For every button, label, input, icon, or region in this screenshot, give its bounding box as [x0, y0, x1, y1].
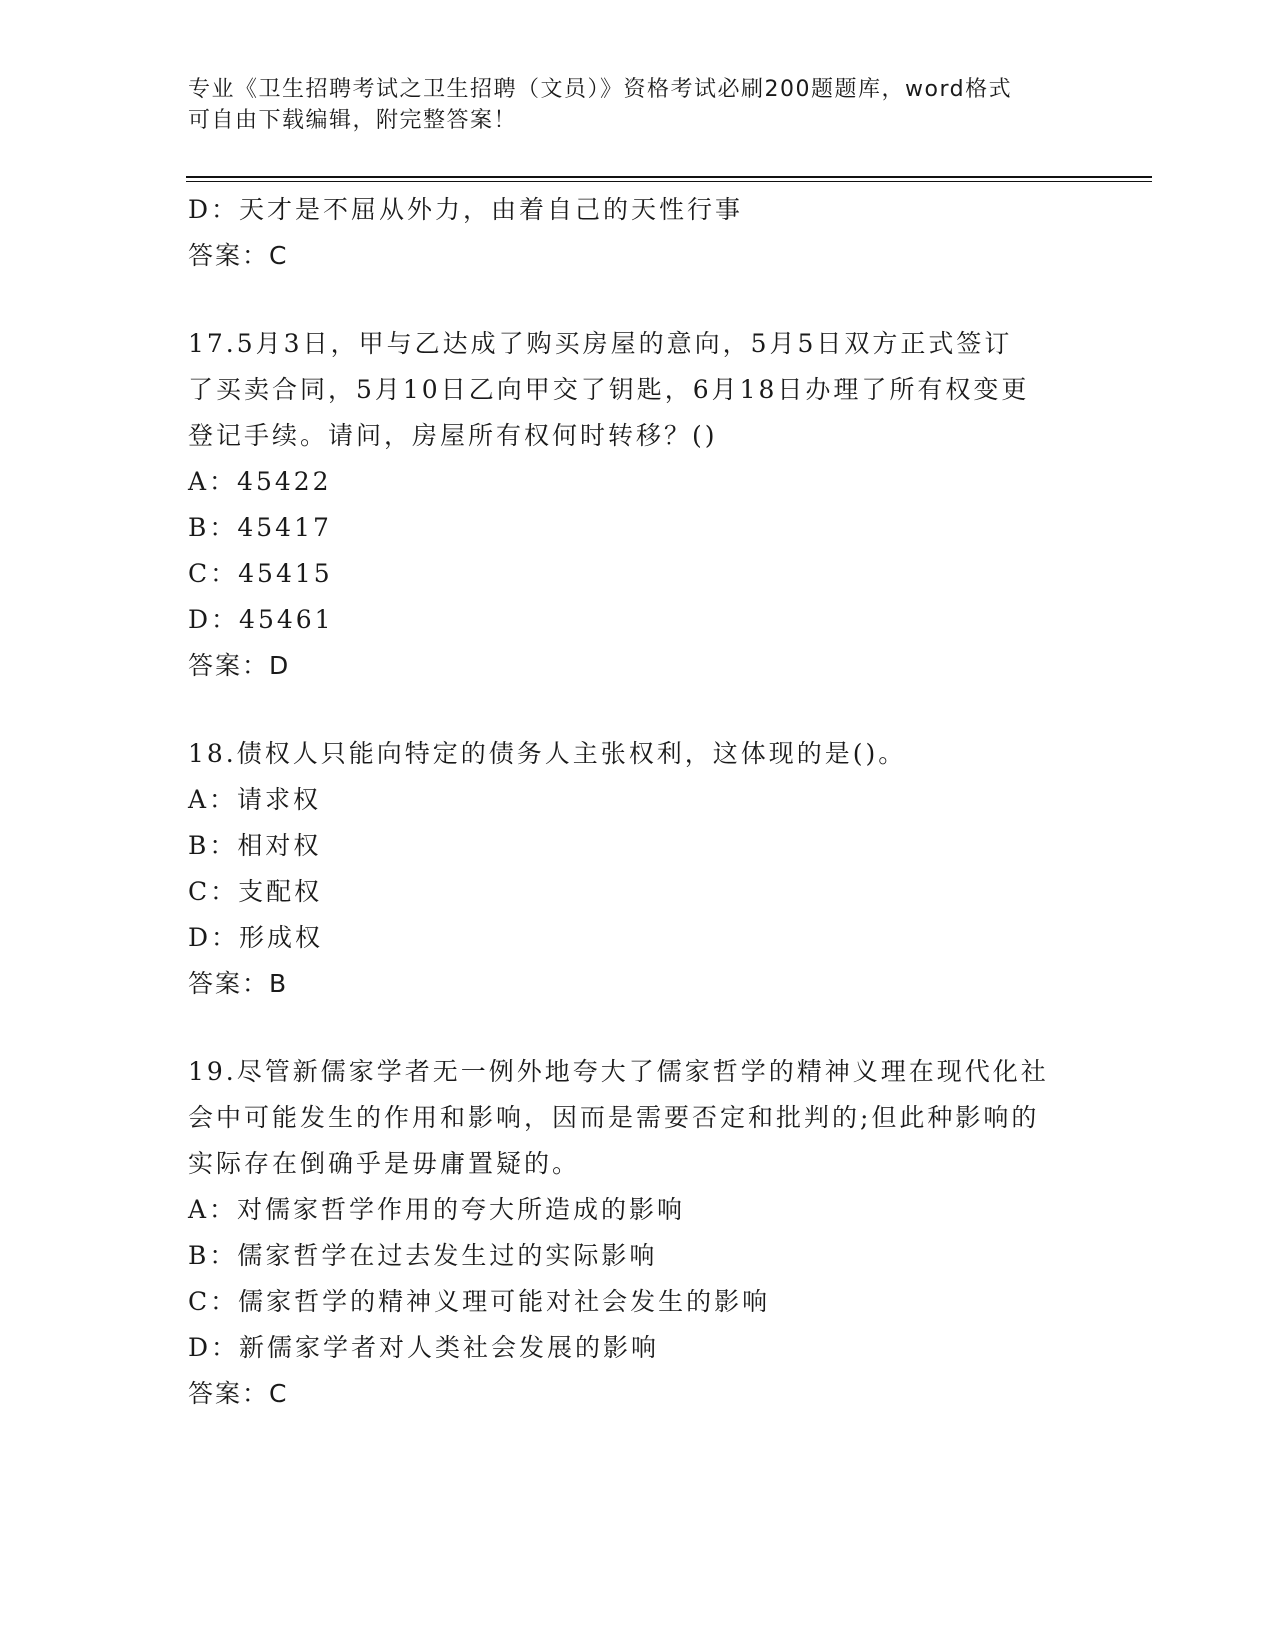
option-d: D：形成权: [188, 923, 324, 952]
header-divider-thin: [186, 181, 1152, 182]
option-b: B：相对权: [188, 831, 322, 860]
previous-question-answer: 答案：C: [188, 241, 289, 270]
answer: 答案：D: [188, 651, 291, 680]
question-stem-line: 19.尽管新儒家学者无一例外地夸大了儒家哲学的精神义理在现代化社: [188, 1057, 1049, 1086]
option-c: C：支配权: [188, 877, 323, 906]
answer: 答案：B: [188, 969, 289, 998]
option-b: B：儒家哲学在过去发生过的实际影响: [188, 1241, 658, 1270]
spacer: [188, 279, 1088, 321]
question-stem-line: 17.5月3日，甲与乙达成了购买房屋的意向，5月5日双方正式签订: [188, 329, 1013, 358]
answer: 答案：C: [188, 1379, 289, 1408]
header-divider-thick: [186, 176, 1152, 178]
spacer: [188, 1007, 1088, 1049]
option-a: A：对儒家哲学作用的夸大所造成的影响: [188, 1195, 686, 1224]
question-content: [188, 187, 1088, 1417]
previous-question-option-d: D：天才是不屈从外力，由着自己的天性行事: [188, 195, 744, 224]
option-a: A：45422: [188, 467, 332, 496]
option-d: D：45461: [188, 605, 334, 634]
question-18: [188, 731, 1088, 1007]
question-stem-line: 实际存在倒确乎是毋庸置疑的。: [188, 1149, 581, 1178]
question-stem-line: 登记手续。请问，房屋所有权何时转移？(): [188, 421, 718, 450]
option-d: D：新儒家学者对人类社会发展的影响: [188, 1333, 660, 1362]
spacer: [188, 689, 1088, 731]
question-17: [188, 321, 1088, 689]
option-a: A：请求权: [188, 785, 322, 814]
document-header: [188, 74, 1068, 136]
question-stem-line: 了买卖合同，5月10日乙向甲交了钥匙，6月18日办理了所有权变更: [188, 375, 1030, 404]
header-title-line-2: 可自由下载编辑，附完整答案！: [188, 108, 518, 133]
question-stem-line: 会中可能发生的作用和影响，因而是需要否定和批判的;但此种影响的: [188, 1103, 1040, 1132]
header-title-line-1: 专业《卫生招聘考试之卫生招聘（文员）》资格考试必刷200题题库，word格式: [188, 77, 1013, 102]
question-stem-line: 18.债权人只能向特定的债务人主张权利，这体现的是()。: [188, 739, 907, 768]
option-c: C：45415: [188, 559, 333, 588]
option-c: C：儒家哲学的精神义理可能对社会发生的影响: [188, 1287, 771, 1316]
option-b: B：45417: [188, 513, 332, 542]
question-19: [188, 1049, 1088, 1417]
